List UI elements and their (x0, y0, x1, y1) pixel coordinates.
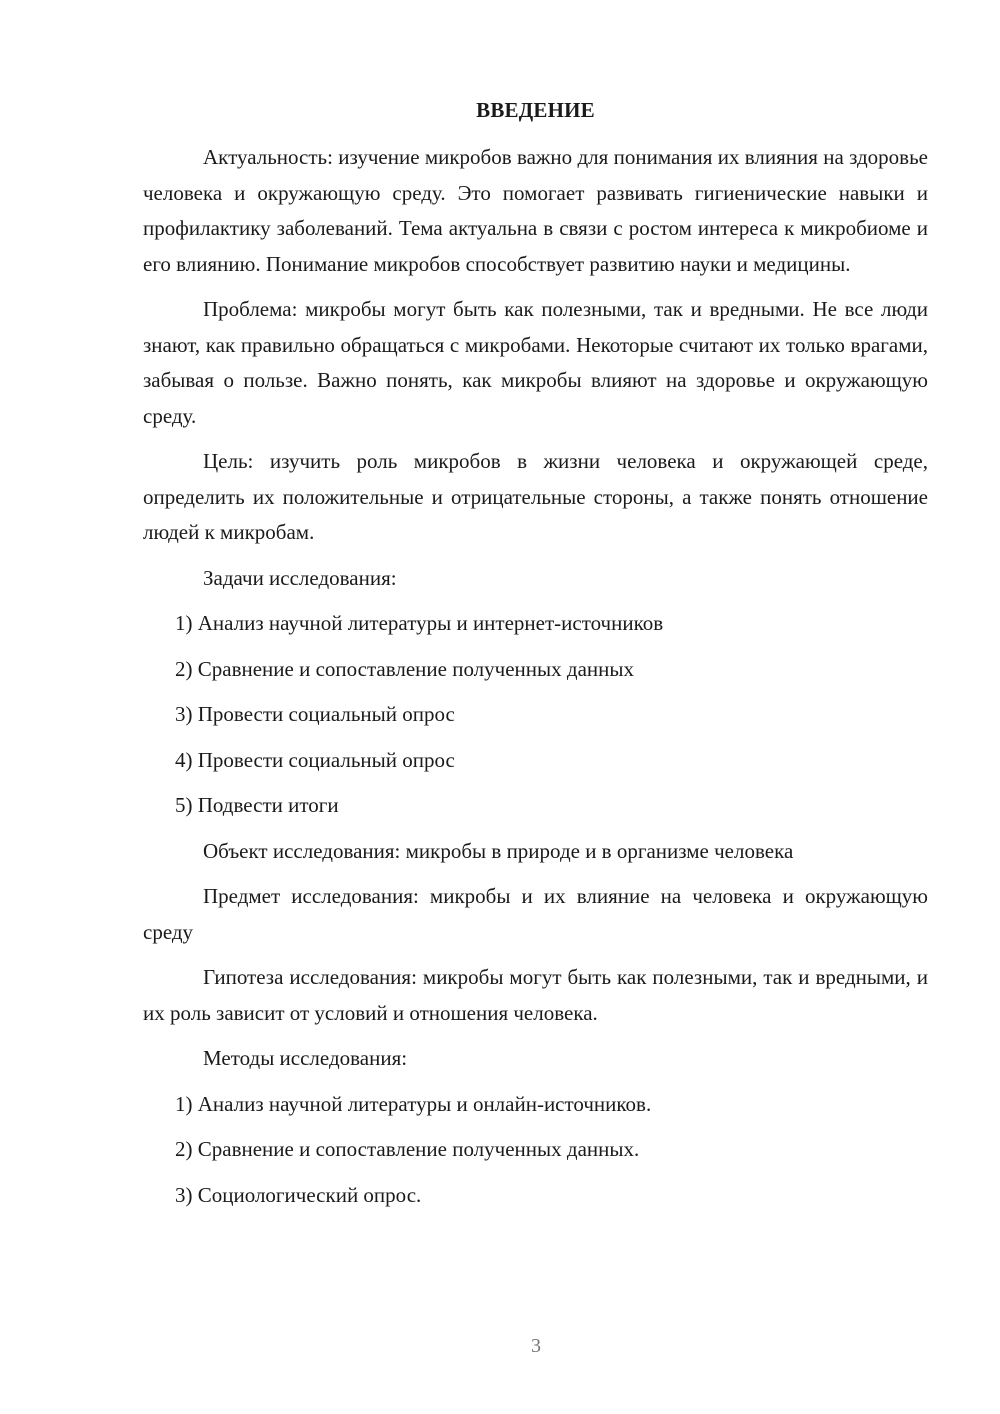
paragraph-object: Объект исследования: микробы в природе и в организме человека (203, 838, 794, 863)
list-item: 4) Провести социальный опрос (175, 747, 455, 772)
list-item: 5) Подвести итоги (175, 793, 339, 817)
list-item: 3) Провести социальный опрос (175, 702, 455, 726)
list-item: 3) Социологический опрос. (175, 1182, 422, 1207)
paragraph-goal: Цель: изучить роль микробов в жизни человека и окружающей среде, определить их положительные и отрицательные стороны, а также понять отношение людей к микробам. (143, 449, 928, 544)
methods-heading: Методы исследования: (203, 1046, 408, 1070)
paragraph-relevance: Актуальность: изучение микробов важно для понимания их влияния на здоровье человека и окружающую среду. Это помогает развивать гигиенические навыки и профилактику заболеваний. Тема актуальна в связи с ростом интереса к микробиоме и его влиянию. Понимание микробов способствует развитию науки и медицины. (143, 145, 928, 276)
list-item: 2) Сравнение и сопоставление полученных данных. (175, 1137, 640, 1161)
tasks-heading: Задачи исследования: (203, 565, 397, 590)
methods-list (143, 1087, 928, 1214)
page-content (143, 92, 928, 1223)
list-item: 2) Сравнение и сопоставление полученных данных (175, 656, 634, 681)
paragraph-problem: Проблема: микробы могут быть как полезными, так и вредными. Не все люди знают, как правильно обращаться с микробами. Некоторые считают их только врагами, забывая о пользе. Важно понять, как микробы влияют на здоровье и окружающую среду. (143, 297, 928, 428)
paragraph-hypothesis: Гипотеза исследования: микробы могут быть как полезными, так и вредными, и их роль зависит от условий и отношения человека. (143, 965, 928, 1025)
tasks-list (143, 606, 928, 824)
section-title: ВВЕДЕНИЕ (476, 98, 595, 122)
paragraph-subject: Предмет исследования: микробы и их влияние на человека и окружающую среду (143, 884, 928, 944)
list-item: 1) Анализ научной литературы и интернет-источников (175, 611, 664, 635)
list-item: 1) Анализ научной литературы и онлайн-источников. (175, 1091, 652, 1116)
page-number: 3 (531, 1335, 541, 1357)
